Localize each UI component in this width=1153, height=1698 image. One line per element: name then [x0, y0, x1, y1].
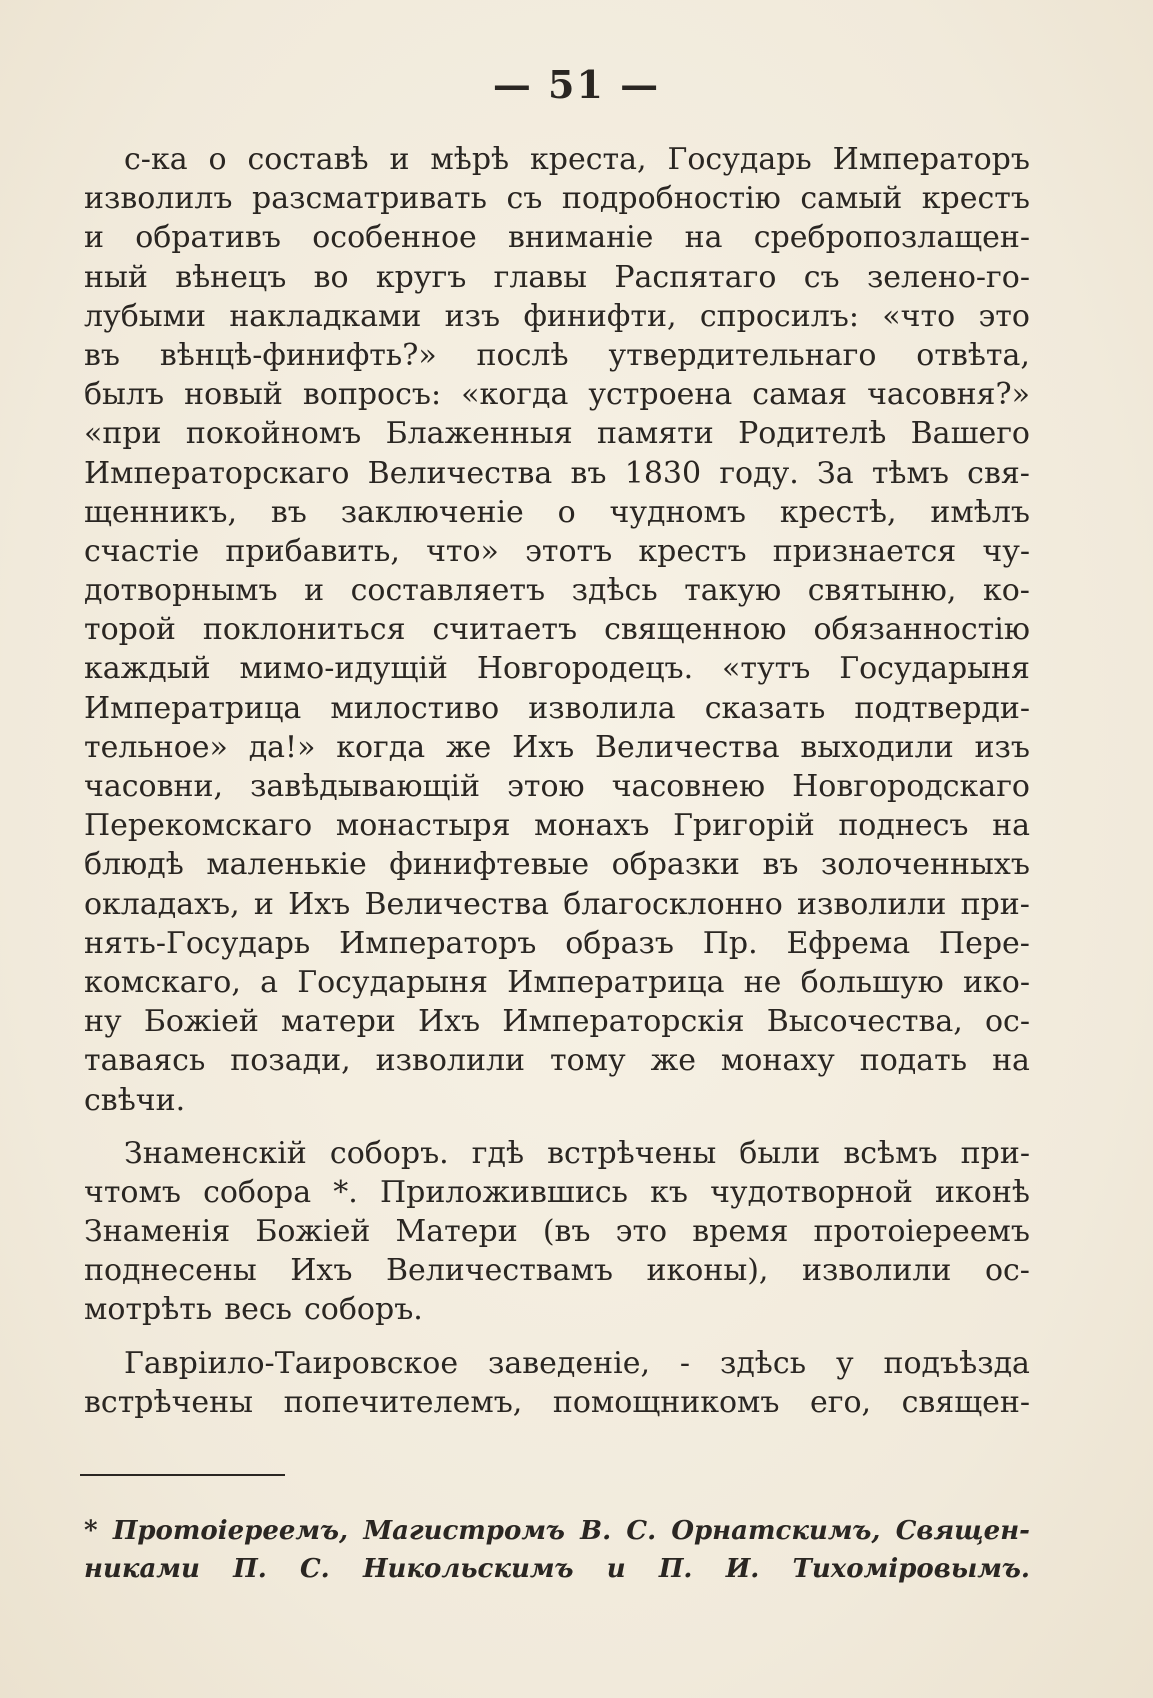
word: сказать — [704, 690, 826, 726]
word: мимо-идущій — [239, 651, 448, 687]
word: чу- — [982, 533, 1030, 569]
word: лубыми — [84, 298, 206, 334]
text-line — [84, 414, 1030, 453]
word: въ — [762, 847, 799, 883]
text-line — [84, 1081, 1030, 1120]
word: тѣмъ — [871, 455, 949, 491]
word: большую — [800, 964, 944, 1000]
word: И. — [725, 1554, 760, 1584]
word: самая — [752, 377, 848, 413]
word: особенное — [312, 220, 477, 256]
word: Высочества, — [766, 1004, 963, 1040]
word: чтомъ — [84, 1174, 181, 1210]
word: этотъ — [525, 533, 613, 569]
text-line — [84, 1173, 1030, 1212]
word: время — [692, 1214, 789, 1250]
word: соборъ. — [304, 1292, 423, 1328]
text-line — [84, 258, 1030, 297]
word: прибавить, — [225, 533, 400, 569]
word: когда — [336, 729, 426, 765]
word: Протоіереемъ, — [112, 1516, 349, 1546]
word: Перекомскаго — [84, 808, 313, 844]
word: это — [978, 298, 1030, 334]
word: же — [650, 1043, 696, 1079]
word: ну — [84, 1004, 122, 1040]
word: Гавріило-Таировское — [124, 1345, 459, 1381]
word: протоіереемъ — [813, 1214, 1030, 1250]
word: году. — [719, 455, 799, 491]
word: самый — [800, 181, 903, 217]
word: каждый — [84, 651, 211, 687]
word: Орнатскимъ, — [671, 1516, 881, 1546]
word: спросилъ: — [699, 298, 859, 334]
word: счастіе — [84, 533, 200, 569]
word: кругъ — [375, 259, 467, 295]
word: * — [84, 1516, 98, 1546]
word: Вашего — [910, 416, 1030, 452]
word: Государь — [667, 142, 812, 177]
word: Пере- — [938, 925, 1030, 961]
word: чудотворной — [710, 1174, 913, 1210]
text-line — [84, 806, 1030, 845]
word: съ — [506, 181, 543, 217]
word: да!» — [248, 729, 316, 765]
word: Пр. — [702, 925, 758, 961]
word: иконы), — [646, 1253, 769, 1289]
word: гдѣ — [471, 1135, 525, 1171]
word: Величества — [595, 729, 780, 765]
text-line — [84, 728, 1030, 767]
word: иконѣ — [935, 1174, 1030, 1210]
word: ко- — [982, 573, 1030, 609]
word: финифти, — [523, 298, 677, 334]
word: Матери — [395, 1214, 518, 1250]
word: попечителемъ, — [283, 1384, 523, 1420]
word: заключеніе — [340, 494, 524, 530]
word: крестѣ, — [779, 494, 897, 530]
text-line — [84, 218, 1030, 257]
word: что» — [426, 533, 499, 569]
word: «что — [882, 298, 956, 334]
word: подробностію — [561, 181, 781, 217]
word: изволилъ — [84, 181, 233, 217]
footnote-line — [84, 1550, 1030, 1588]
word: С. — [626, 1516, 657, 1546]
paragraph-1 — [84, 140, 1030, 1120]
text-line — [84, 689, 1030, 728]
text-line — [84, 571, 1030, 610]
text-line — [84, 493, 1030, 532]
word: главы — [493, 259, 588, 295]
word: въ — [570, 455, 607, 491]
word: Распятаго — [614, 259, 777, 295]
word: поднесъ — [838, 808, 969, 844]
word: это — [615, 1214, 668, 1250]
footnote-line — [84, 1512, 1030, 1550]
word: маленькіе — [206, 847, 367, 883]
word: во — [313, 259, 349, 295]
word: у — [835, 1345, 854, 1381]
word: Императорскаго — [84, 455, 350, 491]
word: устроена — [588, 377, 733, 413]
word: о — [557, 494, 576, 530]
word: подать — [859, 1043, 968, 1079]
word: креста, — [530, 142, 647, 177]
word: Ихъ — [290, 1253, 353, 1289]
word: щенникъ, — [84, 494, 238, 530]
word: монахъ — [534, 808, 650, 844]
word: здѣсь — [719, 1345, 807, 1381]
word: и — [84, 220, 104, 256]
word: ос- — [984, 1004, 1030, 1040]
word: разсматривать — [252, 181, 487, 217]
word: святыню, — [807, 573, 957, 609]
word: «когда — [461, 377, 569, 413]
word: Ихъ — [417, 1004, 481, 1040]
word: благосклонно — [563, 886, 783, 922]
word: Государыня — [839, 651, 1030, 687]
word: Тихоміровымъ. — [792, 1554, 1030, 1584]
word: къ — [650, 1174, 688, 1210]
word: были — [739, 1135, 821, 1171]
word: же — [445, 729, 492, 765]
word: въ — [84, 337, 120, 373]
text-line — [84, 649, 1030, 688]
word: на — [684, 220, 723, 256]
word: (въ — [542, 1214, 591, 1250]
word: крестъ — [638, 533, 747, 569]
word: монаху — [720, 1043, 835, 1079]
word: сребропозлащен- — [753, 220, 1030, 256]
word: «при — [84, 416, 162, 452]
word: комскаго, — [84, 964, 241, 1000]
word: Императорскія — [502, 1004, 745, 1040]
word: при- — [960, 886, 1030, 922]
word: Императоръ — [339, 925, 537, 961]
word: образки — [611, 847, 740, 883]
word: такую — [684, 573, 782, 609]
word: и — [389, 142, 410, 177]
word: тельное» — [84, 729, 228, 765]
word: накладками — [229, 298, 422, 334]
text-line — [84, 1212, 1030, 1251]
word: вѣнецъ — [175, 259, 287, 295]
word: съ — [803, 259, 840, 295]
word: встрѣчены — [84, 1384, 254, 1420]
word: Императрица — [507, 964, 725, 1000]
word: ико- — [963, 964, 1030, 1000]
text-line — [84, 375, 1030, 414]
word: не — [743, 964, 782, 1000]
word: заведеніе, — [488, 1345, 651, 1381]
word: и — [253, 886, 274, 922]
word: на — [992, 808, 1030, 844]
paragraph-3 — [84, 1344, 1030, 1422]
word: послѣ — [476, 337, 569, 373]
word: обязанностію — [813, 612, 1030, 648]
word: мотрѣть — [84, 1292, 213, 1328]
word: изволили — [801, 1253, 952, 1289]
word: имѣлъ — [930, 494, 1030, 530]
word: ный — [84, 259, 148, 295]
word: соборъ. — [329, 1135, 449, 1171]
word: завѣдывающій — [250, 769, 481, 804]
word: Никольскимъ — [362, 1554, 574, 1584]
body-text — [84, 140, 1030, 1422]
word: а — [260, 964, 278, 1000]
page-number: — 51 — — [492, 62, 661, 107]
word: составляетъ — [350, 573, 546, 609]
word: встрѣчены — [547, 1135, 717, 1171]
word: В. — [580, 1516, 612, 1546]
text-line — [84, 179, 1030, 218]
word: милостиво — [330, 690, 500, 726]
word: свѣчи. — [84, 1082, 186, 1118]
word: тому — [549, 1043, 626, 1079]
paragraph-2 — [84, 1134, 1030, 1330]
word: изъ — [444, 298, 501, 334]
word: вѣнцѣ-финифть?» — [159, 337, 437, 373]
word: священною — [604, 612, 787, 648]
word: - — [679, 1345, 691, 1381]
word: Приложившись — [379, 1174, 628, 1210]
word: «тутъ — [722, 651, 811, 687]
word: дотворнымъ — [84, 573, 278, 609]
text-line — [84, 1251, 1030, 1290]
text-line — [84, 140, 1030, 179]
text-line — [84, 1383, 1030, 1422]
word: покойномъ — [185, 416, 362, 452]
word: Ефрема — [786, 925, 911, 961]
text-line — [84, 532, 1030, 571]
text-line — [84, 885, 1030, 924]
word: и — [304, 573, 325, 609]
text-line — [84, 336, 1030, 375]
word: признается — [772, 533, 957, 569]
word: Величества — [367, 455, 553, 491]
text-line — [84, 610, 1030, 649]
word: утвердительнаго — [608, 337, 877, 373]
word: За — [817, 455, 854, 491]
word: священ- — [901, 1384, 1030, 1420]
text-line — [84, 963, 1030, 1002]
word: финифтевые — [389, 847, 590, 883]
word: окладахъ, — [84, 886, 240, 922]
word: Божіей — [143, 1004, 259, 1040]
word: Новгородскаго — [792, 769, 1030, 804]
word: 1830 — [624, 455, 702, 491]
word: матери — [281, 1004, 396, 1040]
word: П. — [658, 1554, 693, 1584]
word: никами — [84, 1554, 200, 1584]
footnote-divider — [80, 1474, 285, 1476]
word: всѣмъ — [843, 1135, 938, 1171]
word: Новгородецъ. — [476, 651, 694, 687]
word: нять-Государь — [84, 925, 311, 961]
word: поклониться — [202, 612, 406, 648]
word: позади, — [230, 1043, 351, 1079]
word: Императрица — [84, 690, 302, 726]
word: поднесены — [84, 1253, 257, 1289]
word: на — [992, 1043, 1030, 1079]
text-line — [84, 1290, 1030, 1329]
word: с-ка — [124, 142, 188, 177]
word: *. — [333, 1174, 358, 1210]
word: составѣ — [247, 142, 369, 177]
word: считаетъ — [432, 612, 578, 648]
word: изволили — [796, 886, 947, 922]
word: торой — [84, 612, 176, 648]
word: собора — [203, 1174, 312, 1210]
word: Священ- — [895, 1516, 1030, 1546]
word: изъ — [974, 729, 1030, 765]
word: о — [208, 142, 227, 177]
word: Ихъ — [288, 886, 351, 922]
text-line — [84, 767, 1030, 806]
word: изволили — [375, 1043, 525, 1079]
word: блюдѣ — [84, 847, 184, 883]
word: зелено-го- — [866, 259, 1030, 295]
word: золоченныхъ — [820, 847, 1030, 883]
word: этою — [507, 769, 585, 804]
text-line — [84, 1041, 1030, 1080]
word: обративъ — [135, 220, 281, 256]
word: Ихъ — [512, 729, 575, 765]
word: подтверди- — [854, 690, 1030, 726]
text-line — [84, 454, 1030, 493]
word: въ — [270, 494, 307, 530]
word: былъ — [84, 377, 165, 413]
word: выходили — [800, 729, 954, 765]
word: ос- — [984, 1253, 1030, 1289]
word: помощникомъ — [552, 1384, 780, 1420]
word: подъѣзда — [883, 1345, 1030, 1381]
word: мѣрѣ — [430, 142, 510, 177]
word: крестъ — [921, 181, 1030, 217]
word: при- — [960, 1135, 1030, 1171]
text-line — [84, 1134, 1030, 1173]
text-line — [84, 1344, 1030, 1383]
word: Божіей — [255, 1214, 371, 1250]
word: весь — [224, 1292, 292, 1328]
word: часовни, — [84, 769, 223, 804]
word: часовня?» — [867, 377, 1030, 413]
word: часовнею — [611, 769, 766, 804]
text-line — [84, 297, 1030, 336]
word: чудномъ — [609, 494, 746, 530]
word: памяти — [597, 416, 714, 452]
word: Магистромъ — [363, 1516, 565, 1546]
word: новый — [184, 377, 283, 413]
word: свя- — [967, 455, 1030, 491]
word: Величествамъ — [385, 1253, 613, 1289]
word: Блаженныя — [385, 416, 573, 452]
word: образъ — [565, 925, 674, 961]
word: Знаменія — [84, 1214, 231, 1250]
text-line — [84, 1002, 1030, 1041]
word: Величества — [364, 886, 550, 922]
word: Государыня — [297, 964, 488, 1000]
footnote — [84, 1512, 1030, 1588]
word: изволила — [528, 690, 676, 726]
word: вниманіе — [507, 220, 654, 256]
word: монастыря — [335, 808, 511, 844]
word: П. — [233, 1554, 267, 1584]
text-line — [84, 845, 1030, 884]
word: С. — [299, 1554, 330, 1584]
word: Знаменскій — [124, 1135, 307, 1171]
word: Императоръ — [832, 142, 1030, 177]
word: вопросъ: — [302, 377, 442, 413]
text-line — [84, 924, 1030, 963]
word: его, — [809, 1384, 872, 1420]
word: Родителѣ — [738, 416, 887, 452]
word: и — [606, 1554, 626, 1584]
word: отвѣта, — [916, 337, 1030, 373]
word: здѣсь — [571, 573, 658, 609]
word: Григорій — [673, 808, 815, 844]
word: таваясь — [84, 1043, 206, 1079]
